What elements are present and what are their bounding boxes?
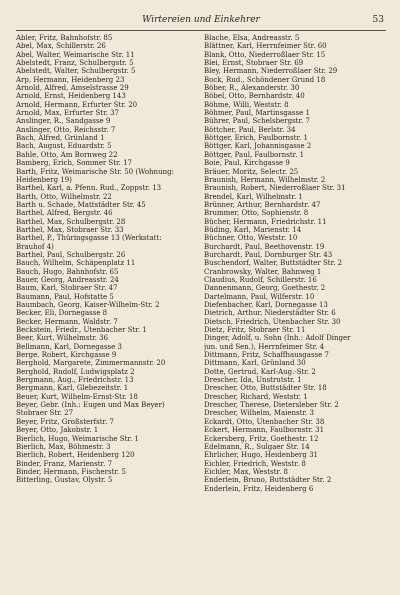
directory-entry: Beuer, Kurt, Wilhelm-Ernst-Str. 18 (16, 392, 138, 401)
directory-columns (16, 34, 386, 493)
directory-entry: Anslinger, R., Sandgasse 9 (16, 117, 111, 126)
directory-entry: Barth, Otto, Wilhelmstr. 22 (16, 192, 112, 201)
directory-entry: Bergmann, Karl, Glebezeitstr. 1 (16, 384, 129, 393)
directory-entry: Dannenmann, Georg, Goethestr. 2 (204, 284, 326, 293)
directory-entry: Beckstein, Friedr., Utenbacher Str. 1 (16, 326, 147, 335)
directory-entry: Bitterling, Gustav, Olystr. 5 (16, 476, 113, 485)
directory-entry: Burchardt, Paul, Dornburger Str. 43 (204, 250, 333, 259)
directory-entry: Binder, Franz, Marienstr. 7 (16, 459, 113, 468)
directory-entry: Edelmann, R., Sulgaer Str. 14 (204, 442, 310, 451)
directory-entry: Böhme, Willi, Weststr. 8 (204, 100, 289, 109)
directory-entry: Drescher, Otto, Buttstädter Str. 18 (204, 384, 327, 393)
directory-entry: Enderlein, Bruno, Buttstädter Str. 2 (204, 476, 332, 485)
directory-entry: Blank, Otto, Niederroßlaer Str. 15 (204, 50, 326, 59)
directory-entry: Ehrlicher, Hugo, Heidenberg 31 (204, 451, 318, 460)
directory-entry: Barthel, Karl, a. Pfenn. Rud., Zoppstr. 13 (16, 184, 162, 193)
directory-entry: Bierlich, Robert, Heidenberg 120 (16, 451, 135, 460)
directory-entry: Braunish, Robert, Niederroßlaer Str. 31 (204, 184, 346, 193)
directory-entry: Becker, Hermann, Waldstr. 7 (16, 317, 118, 326)
directory-entry: Böber, R., Alexanderstr. 30 (204, 84, 300, 93)
directory-entry: Binder, Hermann, Fischerstr. 5 (16, 467, 126, 476)
directory-entry: Barthel, Max, Schulbergstr. 28 (16, 217, 126, 226)
directory-entry: Böttger, Erich, Faulbornstr. 1 (204, 134, 308, 143)
directory-entry: Anslinger, Otto, Reichsstr. 7 (16, 125, 116, 134)
page-header (16, 14, 386, 31)
directory-entry: Heidenberg 19) (16, 175, 72, 184)
directory-entry: Brünner, Arthur, Bernhardstr. 47 (204, 200, 321, 209)
directory-entry: Arnold, Alfred, Amselstrasse 29 (16, 84, 129, 93)
directory-entry: Bauch, Hugo, Bahnhofstr. 65 (16, 267, 119, 276)
directory-entry: Barthel, P., Thüringsgasse 13 (Werkstatt: (16, 234, 162, 243)
directory-entry: Bräuer, Moritz, Selectr. 25 (204, 167, 299, 176)
directory-entry: Baum, Karl, Stobraer Str. 47 (16, 284, 118, 293)
directory-entry: Barthel, Paul, Schulbergstr. 26 (16, 250, 126, 259)
directory-entry: Abel, Walter, Weimarische Str. 11 (16, 50, 135, 59)
directory-entry: Bach, Alfred, Grünland 1 (16, 134, 105, 143)
directory-entry: Diefenbacher, Karl, Dornegasse 13 (204, 301, 328, 309)
directory-entry: Bücher, Hermann, Friedrichstr. 11 (204, 217, 327, 226)
directory-entry: Drescher, Ida, Unstrutstr. 1 (204, 376, 302, 385)
directory-entry: Dittmann, Fritz, Schaffhausgasse 7 (204, 351, 329, 360)
directory-entry: Dittmann, Karl, Grünland 30 (204, 359, 306, 368)
directory-entry: Dinger, Adolf, u. Sohn (Inh.: Adolf Dinger (204, 334, 351, 343)
directory-entry: Büchner, Otto, Weststr. 10 (204, 234, 298, 243)
directory-entry: Abelstedt, Walter, Schulbergstr. 5 (16, 67, 136, 76)
directory-entry: Büding, Karl, Marienstr. 14 (204, 225, 302, 234)
directory-entry: Baumbach, Georg, Kaiser-Wilhelm-Str. 2 (16, 301, 160, 309)
directory-entry: Bauer, Georg, Andreasstr. 24 (16, 275, 119, 284)
directory-entry: Baumann, Paul, Hofstatte 5 (16, 292, 114, 301)
directory-entry: Arnold, Hermann, Erfurter Str. 20 (16, 100, 138, 109)
directory-entry: Böhmer, Paul, Martinsgasse 1 (204, 109, 310, 118)
directory-entry: Bahle, Otto, Am Bornweg 22 (16, 150, 118, 159)
directory-entry: Barthel, Alfred, Bergstr. 46 (16, 209, 113, 218)
directory-entry: Buschendorf, Walter, Buttstädter Str. 2 (204, 259, 343, 268)
directory-entry: Böttger, Paul, Faulbornstr. 1 (204, 150, 305, 159)
directory-entry: Bierlich, Hugo, Weimarische Str. 1 (16, 434, 139, 443)
directory-entry: Brummer, Otto, Sophienstr. 8 (204, 209, 309, 218)
directory-entry: Eckert, Hermann, Faulbornstr. 31 (204, 426, 325, 435)
directory-entry: Eichler, Max, Weststr. 8 (204, 467, 288, 476)
right-column (204, 34, 386, 493)
directory-entry: Dartelmann, Paul, Wilferstr. 10 (204, 292, 315, 301)
directory-entry: Berghold, Rudolf, Ludwigsplatz 2 (16, 367, 135, 376)
directory-entry: Dietrich, Arthur, Niederstädter Str. 6 (204, 309, 336, 318)
directory-entry: Dietsch, Friedrich, Utenbacher Str. 30 (204, 317, 341, 326)
directory-entry: Beer, Kurt, Wilhelmstr. 36 (16, 334, 109, 343)
directory-entry: Eckardt, Otto, Utenbacher Str. 38 (204, 417, 325, 426)
directory-entry: Arp, Hermann, Heidenberg 23 (16, 75, 125, 84)
directory-entry: Brendel, Karl, Wilhelmstr. 1 (204, 192, 303, 201)
directory-entry: Bergmann, Aug., Friedrichstr. 13 (16, 376, 134, 385)
directory-entry: Bierlich, Max, Böhmestr. 3 (16, 442, 111, 451)
directory-entry: Berge, Robert, Kirchgasse 9 (16, 351, 117, 360)
page-title: Wirtereien und Einkehrer (142, 15, 260, 25)
directory-entry: Brauhof 4) (16, 242, 54, 251)
directory-entry: Arnold, Max, Erfurter Str. 37 (16, 109, 120, 118)
directory-entry: Böttger, Karl, Johannisgasse 2 (204, 142, 312, 151)
directory-entry: Becker, Eli, Dornegasse 8 (16, 309, 108, 318)
directory-entry: Barth, Fritz, Weimarische Str. 50 (Wohnung: (16, 167, 174, 176)
directory-entry: Bley, Hermann, Niederroßlaer Str. 29 (204, 67, 338, 76)
directory-entry: Beyer, Gebr. (Inh.: Eugen und Max Beyer) (16, 401, 165, 410)
directory-entry: Bamberg, Erich, Sommer Str. 17 (16, 159, 132, 168)
directory-entry: Braunish, Hermann, Wilhelmstr. 2 (204, 175, 326, 184)
directory-entry: Bellmann, Karl, Dornegasse 3 (16, 342, 122, 351)
directory-entry: Blei, Ernst, Stobraer Str. 69 (204, 59, 304, 68)
directory-entry: Abel, Max, Schillerstr. 26 (16, 42, 106, 51)
directory-entry: Cranbrowsky, Walter, Bahnweg 1 (204, 267, 322, 276)
directory-entry: Barth u. Schade, Mattstädter Str. 45 (16, 200, 146, 209)
page-number: 53 (372, 15, 384, 25)
directory-entry: Blache, Elsa, Andreasstr. 5 (204, 34, 300, 42)
directory-entry: Böbel, Otto, Bernhardstr. 40 (204, 92, 305, 101)
directory-entry: Arnold, Ernst, Heidenberg 143 (16, 92, 126, 101)
directory-entry: Beyer, Fritz, Großsterfstr. 7 (16, 417, 115, 426)
directory-entry: Claudius, Rudolf, Schillerstr. 16 (204, 275, 317, 284)
directory-entry: Drescher, Therese, Dietersleber Str. 2 (204, 401, 339, 410)
directory-entry: Eichler, Friedrich, Weststr. 8 (204, 459, 306, 468)
directory-entry: Drescher, Richard, Weststr. 1 (204, 392, 308, 401)
directory-entry: Bock, Rud., Schöndener Grund 18 (204, 75, 326, 84)
directory-entry: Drescher, Wilhelm, Maienstr. 3 (204, 409, 314, 418)
directory-entry: jun. und Sen.), Herrnfeimer Str. 4 (204, 342, 325, 351)
directory-entry: Bach, August, Eduardstr. 5 (16, 142, 112, 151)
directory-entry: Bauch, Wilhelm, Schäpenplatz 11 (16, 259, 136, 268)
directory-entry: Blättner, Karl, Herrnfeimer Str. 60 (204, 42, 327, 51)
directory-entry: Bührer, Paul, Schelsbergstr. 7 (204, 117, 310, 126)
directory-entry: Dotte, Gertrud, Karl-Aug.-Str. 2 (204, 367, 316, 376)
left-column (16, 34, 198, 493)
directory-entry: Berghold, Margarete, Zimmermannstr. 20 (16, 359, 166, 368)
directory-entry: Enderlein, Fritz, Heidenberg 6 (204, 484, 314, 493)
directory-entry: Eckersberg, Fritz, Goethestr. 12 (204, 434, 319, 443)
directory-entry: Abelstedt, Franz, Schulbergstr. 5 (16, 59, 134, 68)
directory-entry: Abler, Fritz, Bahnhofstr. 85 (16, 34, 113, 42)
directory-entry: Beyer, Otto, Jakobstr. 1 (16, 426, 99, 435)
directory-entry: Boie, Paul, Kirchgasse 9 (204, 159, 290, 168)
directory-entry: Böttcher, Paul, Berlstr. 34 (204, 125, 296, 134)
directory-entry: Burchardt, Paul, Beethovenstr. 19 (204, 242, 325, 251)
directory-entry: Barthel, Max, Stobraer Str. 33 (16, 225, 124, 234)
directory-entry: Stobraer Str. 27 (16, 409, 74, 418)
directory-entry: Dietz, Fritz, Stobraer Str. 11 (204, 326, 306, 335)
